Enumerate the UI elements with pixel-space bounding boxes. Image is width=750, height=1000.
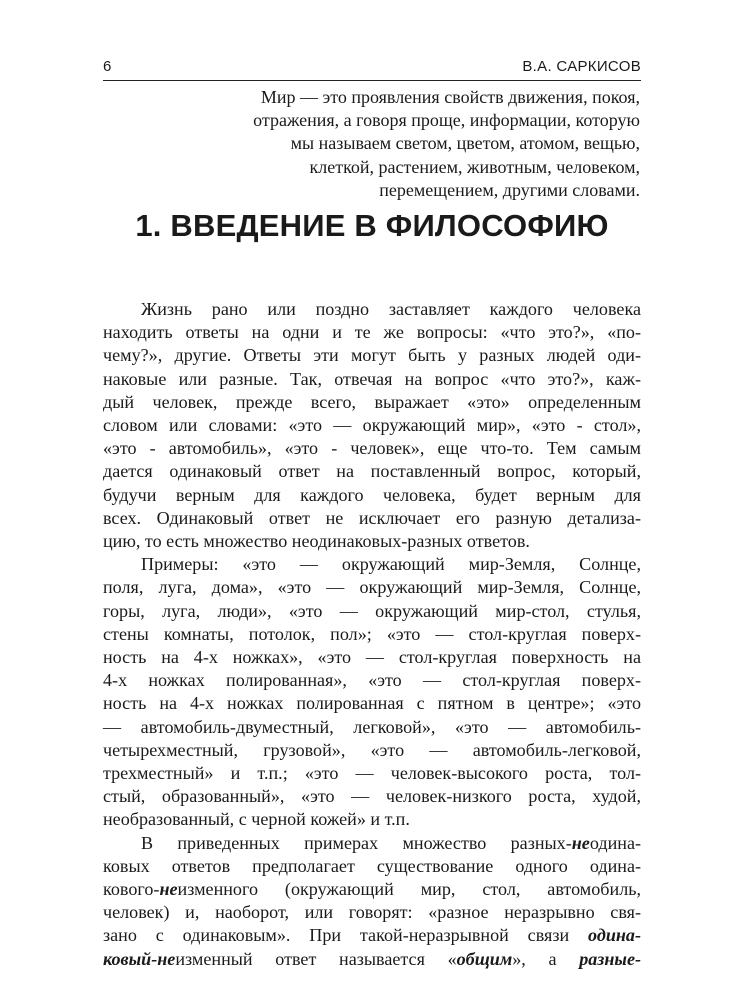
author-name: В.А. САРКИСОВ [522, 58, 641, 75]
text-fragment: ; «это — человек-высокого роста, тол- [282, 763, 641, 784]
text-fragment: ; «это — стол-круглая поверх- [366, 623, 642, 644]
emphasis-fragment: общим [456, 948, 513, 969]
text-line: необразованный, с черной кожей» и т.п. [103, 809, 410, 830]
text-line: ковых ответов предполагает существование одного одина- [103, 855, 641, 876]
text-fragment: ность на 4-х ножках полированная с пятном в центре» [103, 693, 590, 714]
text-fragment: Примеры [141, 554, 214, 575]
text-line: всех. Одинаковый ответ не исключает его разную детализа- [103, 507, 641, 528]
text-line: 4-х ножках полированная», «это — стол-круглая поверх- [103, 670, 641, 691]
body-text [103, 298, 641, 971]
text-fragment: изменный ответ называется « [175, 948, 457, 969]
emphasis-fragment: ковый-не [103, 948, 176, 969]
text-line [103, 762, 641, 785]
text-line: наковые или разные. Так, отвечая на вопрос «что это?», каж- [103, 368, 641, 389]
text-line: цию, то есть множество неодинаковых-разных ответов. [103, 531, 530, 552]
text-line [103, 553, 641, 576]
text-fragment: кового- [103, 879, 160, 900]
text-line: дый человек, прежде всего, выражает «это» определенным [103, 391, 641, 412]
epigraph-line: мы называем светом, цветом, атомом, вещью, [290, 133, 640, 154]
epigraph-line: перемещением, другими словами. [379, 179, 640, 200]
chapter-title: 1. ВВЕДЕНИЕ В ФИЛОСОФИЮ [135, 208, 609, 243]
paragraph-2 [103, 553, 641, 831]
text-fragment: ; «это [589, 693, 641, 714]
text-line: — автомобиль-двуместный, легковой», «это — автомобиль- [103, 716, 641, 737]
text-line: горы, луга, люди», «это — окружающий мир-стол, стулья, [103, 600, 641, 621]
text-line: «это - автомобиль», «это - человек», еще что-то. Тем самым [103, 438, 641, 459]
text-fragment: трехместный» и т.п. [103, 763, 283, 784]
text-line: будучи верным для каждого человека, будет верным для [103, 484, 641, 505]
epigraph-line: Мир — это проявления свойств движения, покоя, [260, 87, 640, 107]
text-line: чему?», другие. Ответы эти могут быть у разных людей оди- [103, 345, 641, 366]
text-line [103, 623, 641, 646]
text-line: ность на 4-х ножках», «это — стол-круглая поверхность на [103, 647, 641, 668]
emphasis-fragment: не [159, 879, 178, 900]
text-fragment: стены комнаты, потолок, пол» [103, 623, 367, 644]
text-line: стый, образованный», «это — человек-низкого роста, худой, [103, 786, 641, 807]
text-line [103, 878, 641, 901]
text-line: поля, луга, дома», «это — окружающий мир-Земля, Солнце, [103, 577, 641, 598]
emphasis-fragment: разные- [579, 948, 641, 969]
text-line [103, 832, 641, 855]
page-number: 6 [103, 58, 112, 75]
paragraph-3 [103, 832, 641, 971]
text-line: словом или словами: «это — окружающий мир», «это - стол», [103, 415, 641, 436]
text-fragment: одина- [589, 832, 641, 853]
epigraph-line: клеткой, растением, животным, человеком, [309, 156, 640, 177]
epigraph-line: отражения, а говоря проще, информации, которую [253, 110, 640, 131]
paragraph-1 [103, 298, 641, 553]
text-line: человек) и, наоборот, или говорят: «разное неразрывно свя- [103, 902, 641, 923]
emphasis-fragment: не [571, 832, 590, 853]
text-fragment: изменного (окружающий мир, стол, автомобиль, [177, 879, 641, 900]
text-line [103, 948, 641, 971]
text-line [103, 692, 641, 715]
epigraph [200, 86, 640, 202]
emphasis-fragment: одина- [588, 925, 641, 946]
text-line: Жизнь рано или поздно заставляет каждого человека [141, 299, 641, 319]
running-header [103, 56, 641, 81]
text-fragment: зано с одинаковым». При такой-неразрывной связи [103, 925, 589, 946]
bold-fragment: : «это — окружающий мир-Земля, Солнце, [213, 554, 641, 575]
text-line [103, 924, 641, 947]
text-line: находить ответы на одни и те же вопросы: «что это?», «по- [103, 322, 641, 343]
text-fragment: В приведенных примерах множество разных- [141, 832, 572, 853]
text-line: дается одинаковый ответ на поставленный вопрос, который, [103, 461, 641, 482]
text-line: четырехместный, грузовой», «это — автомобиль-легковой, [103, 739, 641, 760]
text-fragment: », а [512, 948, 580, 969]
